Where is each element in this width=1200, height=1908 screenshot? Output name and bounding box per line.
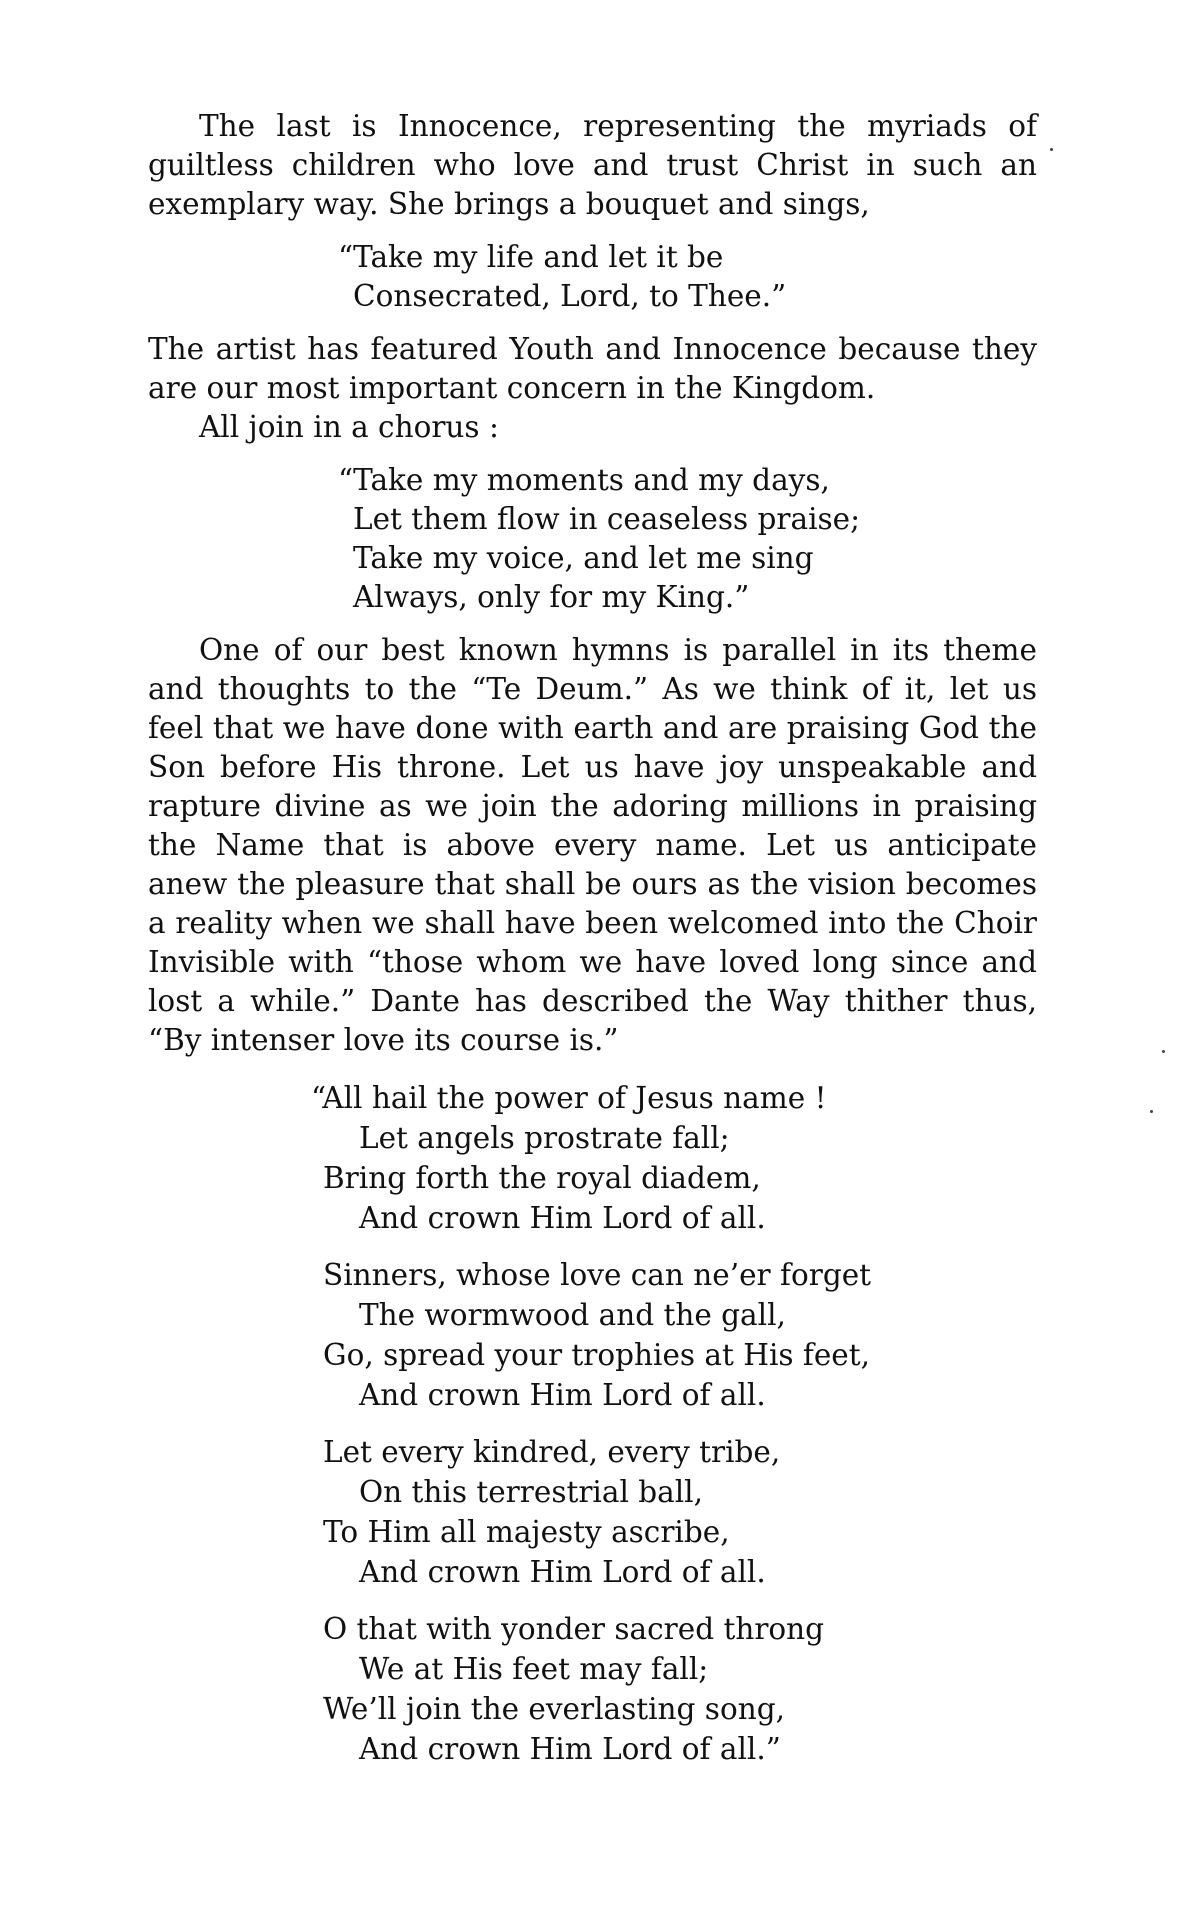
hymn-line: “All hail the power of Jesus name ! [311,1081,827,1115]
hymn-line: And crown Him Lord of all.” [359,1732,781,1766]
hymn-line: We’ll join the everlasting song, [323,1692,785,1726]
hymn-line: And crown Him Lord of all. [359,1201,766,1235]
verse-line: Take my voice, and let me sing [353,541,814,575]
verse-line: Let them flow in ceaseless praise; [353,502,861,536]
hymn-line: And crown Him Lord of all. [359,1378,766,1412]
hymn-line: Sinners, whose love can ne’er forget [323,1258,872,1292]
hymn-line: Go, spread your trophies at His feet, [323,1338,870,1372]
hymn-line: And crown Him Lord of all. [359,1555,766,1589]
hymn-stanza-1 [311,1078,1037,1238]
paper-speck [1162,1050,1165,1053]
page-body [148,107,1037,1769]
hymn-line: Bring forth the royal diadem, [323,1161,761,1195]
hymn-line: On this terrestrial ball, [359,1475,703,1509]
verse-take-my-moments [338,461,1037,617]
verse-line: “Take my moments and my days, [338,463,830,497]
verse-line: Always, only for my King.” [353,580,750,614]
hymn-stanza-2 [323,1255,1037,1415]
paragraph-youth-innocence: The artist has featured Youth and Innocence because they are our most important concern in the Kingdom. [148,332,1037,405]
verse-take-my-life [338,238,1037,316]
hymn-line: To Him all majesty ascribe, [323,1515,730,1549]
paragraph-chorus-intro: All join in a chorus : [199,410,499,444]
hymn-line: The wormwood and the gall, [359,1298,786,1332]
verse-line: “Take my life and let it be [338,240,724,274]
hymn-stanza-3 [323,1432,1037,1592]
paper-speck [1150,1110,1153,1113]
paper-speck [1050,148,1053,151]
paragraph-te-deum: One of our best known hymns is parallel in its theme and thoughts to the “Te Deum.” As we think of it, let us feel that we have done with earth and are praising God the Son before His throne. Let us have joy unspeakable and rapture divine as we join the adoring millions in praising the Name that is above every name. Let us anticipate anew the pleasure that shall be ours as the vision becomes a reality when we shall have been welcomed into the Choir Invisible with “those whom we have loved long since and lost a while.” Dante has described the Way thither thus, “By intenser love its course is.” [148,633,1037,1057]
hymn-all-hail [311,1078,1037,1769]
hymn-stanza-4 [323,1609,1037,1769]
hymn-line: We at His feet may fall; [359,1652,709,1686]
hymn-line: Let angels prostrate fall; [359,1121,730,1155]
paragraph-innocence: The last is Innocence, representing the myriads of guiltless children who love and trust Christ in such an exemplary way. She brings a bouquet and sings, [148,109,1037,221]
hymn-line: Let every kindred, every tribe, [323,1435,781,1469]
hymn-line: O that with yonder sacred throng [323,1612,825,1646]
verse-line: Consecrated, Lord, to Thee.” [353,279,787,313]
